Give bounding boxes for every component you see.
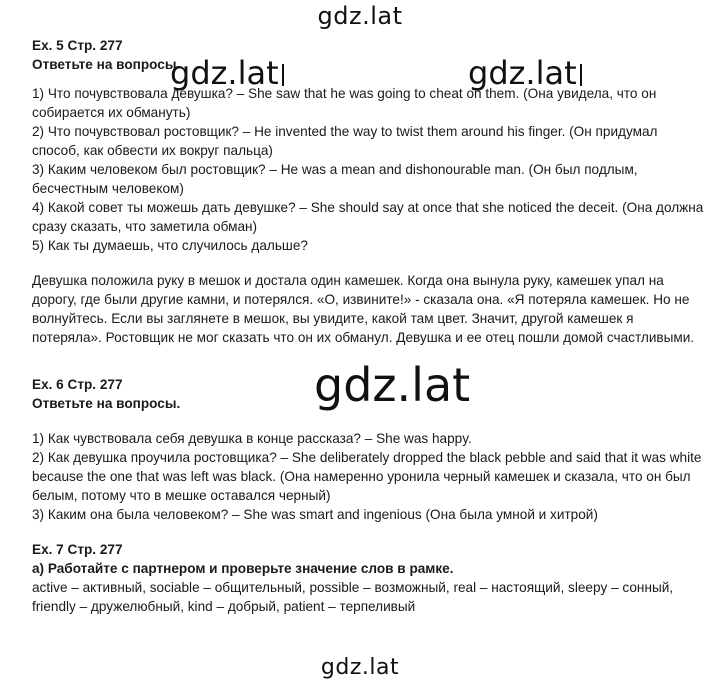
ex5-story: Девушка положила руку в мешок и достала один камешек. Когда она вынула руку, камешек упал на дорогу, где были другие камни, и потерялся. «О, извините!» - сказала она. «Я потеряла камешек. Но не волнуйтесь. Если вы заглянете в мешок, вы увидите, какой там цвет. Значит, другой камешек я потеряла». Ростовщик не мог сказать что он их обманул. Девушка и ее отец пошли домой счастливыми. (32, 273, 695, 345)
watermark-top: gdz.lat (317, 2, 403, 30)
watermark-overlay-right: gdz.lat (468, 54, 582, 92)
watermark-bottom: gdz.lat (320, 655, 400, 680)
ex5-instruction: Ответьте на вопросы (32, 57, 177, 72)
ex5-title: Ex. 5 Стр. 277 (32, 38, 123, 53)
ex6-instruction: Ответьте на вопросы. (32, 396, 181, 411)
ex7-title: Ex. 7 Стр. 277 (32, 542, 123, 557)
ex5-answer-1: 1) Что почувствовала девушка? – She saw that he was going to cheat on them. (Она увидела, что он собирается их обмануть) (32, 86, 657, 120)
text-cursor-icon (282, 64, 284, 86)
document-body (32, 36, 704, 616)
ex6-answer-3: 3) Каким она была человеком? – She was smart and ingenious (Она была умной и хитрой) (32, 507, 598, 522)
text-cursor-icon (580, 64, 582, 86)
ex7-words: active – активный, sociable – общительный, possible – возможный, real – настоящий, sleepy – сонный, friendly – дружелюбный, kind – добрый, patient – терпеливый (32, 580, 674, 614)
ex5-answer-3: 3) Каким человеком был ростовщик? – He was a mean and dishonourable man. (Он был подлым, бесчестным человеком) (32, 162, 638, 196)
ex5-answer-5: 5) Как ты думаешь, что случилось дальше? (32, 238, 308, 253)
ex6-title: Ex. 6 Стр. 277 (32, 377, 123, 392)
watermark-overlay-left: gdz.lat (170, 54, 284, 92)
ex6-answer-1: 1) Как чувствовала себя девушка в конце рассказа? – She was happy. (32, 431, 472, 446)
ex7-instruction: а) Работайте с партнером и проверьте значение слов в рамке. (32, 561, 454, 576)
ex6-answer-2: 2) Как девушка проучила ростовщика? – She deliberately dropped the black pebble and said that it was white because the one that was left was black. (Она намеренно уронила черный камешек и сказала, что он был белым, потому что в мешке оставался черный) (32, 450, 702, 503)
ex5-answer-4: 4) Какой совет ты можешь дать девушке? – She should say at once that she noticed the deceit. (Она должна сразу сказать, что заметила обман) (32, 200, 704, 234)
ex5-answer-2: 2) Что почувствовал ростовщик? – He invented the way to twist them around his finger. (Он придумал способ, как обвести их вокруг пальца) (32, 124, 658, 158)
watermark-center: gdz.lat (314, 358, 471, 412)
